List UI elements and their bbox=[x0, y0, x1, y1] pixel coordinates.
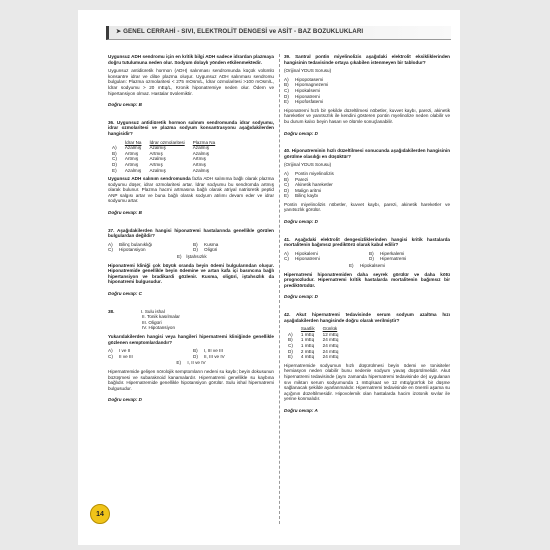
question-40: 40. Hiponatreminin hızlı düzeltilmesi sonucunda aşağıdakilerden hangisinin görülme olasılığı en düşüktür? bbox=[284, 148, 450, 159]
option-text: Hipernatremi bbox=[380, 256, 407, 262]
cell: Azalmış bbox=[192, 167, 210, 173]
option-letter: D) bbox=[284, 187, 289, 193]
q38-statements bbox=[108, 309, 274, 331]
cell: 4 mEq bbox=[300, 354, 315, 360]
option-letter: B) bbox=[112, 150, 117, 156]
q37-option-c[interactable] bbox=[108, 247, 189, 253]
q38-options bbox=[108, 348, 274, 359]
q37-option-e[interactable] bbox=[108, 254, 274, 260]
option-letter: D) bbox=[112, 161, 117, 167]
option-letter: C) bbox=[288, 342, 293, 348]
cell: 24 mEq bbox=[322, 337, 339, 343]
option-letter: E) bbox=[288, 354, 293, 360]
option-letter: B) bbox=[284, 82, 289, 88]
q41-option-d[interactable] bbox=[369, 256, 450, 262]
option-text: I, II ve IV bbox=[187, 360, 206, 366]
option-text: I ve II bbox=[119, 348, 131, 354]
q39-source: (Orijinal YDUS Sorusu) bbox=[284, 68, 332, 74]
option-text: Hipotansiyon bbox=[119, 247, 146, 253]
option-letter: A) bbox=[108, 241, 113, 247]
q37-options bbox=[108, 242, 274, 253]
option-letter: D) bbox=[193, 247, 198, 253]
chapter-header bbox=[106, 26, 451, 46]
cell: 1 mEq bbox=[300, 337, 315, 343]
option-letter: D) bbox=[369, 256, 374, 262]
option-letter: D) bbox=[284, 93, 289, 99]
q38-option-e[interactable] bbox=[108, 360, 274, 366]
q36-option-row[interactable] bbox=[112, 168, 223, 174]
option-letter: E) bbox=[284, 99, 289, 105]
question-37: 37. Aşağıdakilerden hangisi hiponatremi hastalarında genellikle görülen bulgulardan değildir? bbox=[108, 227, 274, 239]
cell: Artmış bbox=[149, 161, 163, 167]
q38-explanation: Hipernatremide gelişen nörolojik semptomların nedeni su kaybı; beyin dokusunun büzüşmesi ve subaraknoid kanamalardır. Hipernatremi genellikle su kaybına bağlıdır. Hipernatremide genellikle hipotansiyon görülür. Sulu ishal hipernatremi bulgusudur. bbox=[108, 368, 274, 391]
cell: 12 mEq bbox=[322, 331, 339, 337]
cell: Artmış bbox=[124, 161, 139, 167]
option-letter: E) bbox=[284, 193, 289, 199]
q36-explanation bbox=[108, 176, 274, 204]
option-letter: A) bbox=[108, 348, 113, 354]
q41-explanation: Hipernatremi hiponatremiden daha seyrek görülür ve daha kötü prognozludur. Hipernatremi kritik hastalarda mortalitenin bağımsız bir prediktörüdür. bbox=[284, 271, 450, 288]
q42-option-row[interactable] bbox=[288, 354, 347, 360]
q36-header-plazma-na: Plazma Na bbox=[192, 139, 216, 145]
q38-number: 38. bbox=[108, 308, 115, 314]
q36-expl-bold: Uygunsuz ADH salınım sendromunda bbox=[108, 176, 191, 182]
option-letter: E) bbox=[176, 360, 182, 366]
option-letter: C) bbox=[108, 353, 113, 359]
option-letter: B) bbox=[193, 241, 198, 247]
q39-explanation: Hiponatremi hızlı bir şekilde düzeltilmesi nöbetler, kuvvet kaybı, parezi, akinetik hareketler ve yanıtsızlık ile kendini gösteren pontin myelinolize neden olabilir ve bu durum kalıcı beyin hasarı ve ölümle sonuçlanabilir. bbox=[284, 107, 450, 124]
option-letter: A) bbox=[288, 331, 293, 337]
cell: Artmış bbox=[124, 150, 139, 156]
option-letter: C) bbox=[108, 247, 113, 253]
page-number-badge: 14 bbox=[90, 504, 110, 524]
option-letter: A) bbox=[284, 76, 289, 82]
option-text: Oligüri bbox=[204, 247, 218, 253]
question-36: 36. Uygunsuz antidiüretik hormon salınım sendromunda idrar sodyumu, idrar ozmolaritesi ve plazma sodyum konsantrasyonu aşağıdakilerden hangisidir? bbox=[108, 119, 274, 136]
option-text: Hipokalsemi bbox=[295, 87, 321, 93]
option-letter: E) bbox=[176, 254, 182, 260]
cell: Artmış bbox=[192, 161, 206, 167]
cell: 24 mEq bbox=[322, 342, 339, 348]
answer-41: Doğru cevap: D bbox=[284, 294, 318, 300]
column-divider bbox=[279, 54, 280, 524]
q39-options bbox=[284, 77, 450, 105]
answer-35: Doğru cevap: B bbox=[108, 102, 142, 108]
option-letter: C) bbox=[284, 87, 289, 93]
option-text: Hipofosfatemi bbox=[295, 99, 324, 105]
statement: I. Sulu ishal bbox=[141, 308, 165, 314]
q36-table bbox=[112, 140, 223, 174]
cell: 1 mEq bbox=[300, 331, 315, 337]
q41-option-e[interactable] bbox=[284, 263, 450, 269]
document-page bbox=[78, 10, 460, 545]
q37-explanation: Hiponatremi kliniği çok büyük oranda beyin ödemi bulgularından oluşur. Hiponatremide genellikle beyin ödemine ve artan kafa içi basıncına bağlı hipertansiyon ve bradikardi gözlenir. Kusma, oligüri, iştahsızlık da hiponatremi bulgusudur. bbox=[108, 262, 274, 285]
q36-header-idrar-na: İdrar Na bbox=[124, 139, 142, 145]
question-39: 39. Santral pontin miyelinolizis aşağıdaki elektrolit eksikliklerinden hangisinin tedavisinde ortaya çıkabilen istenmeyen bir tablodur? bbox=[284, 54, 450, 65]
option-text: Bilinç bulanıklığı bbox=[119, 241, 153, 247]
option-letter: B) bbox=[288, 337, 293, 343]
option-text: Hiponatremi bbox=[295, 93, 320, 99]
question-41: 41. Aşağıdaki elektrolit dengesizliklerinden hangisi kritik hastalarda mortalitenin bağımsız prediktörü olarak kabul edilir? bbox=[284, 236, 450, 248]
q40-explanation: Pontin miyelinolizis nöbetler, kuvvet kaybı, parezi, akinetik hareketler ve yanıtsızlık görülür. bbox=[284, 201, 450, 213]
cell: Azalmış bbox=[192, 150, 210, 156]
q36-header-ozmolarite: İdrar ozmolaritesi bbox=[149, 139, 185, 145]
cell: Artmış bbox=[149, 150, 163, 156]
q40-source: (Orijinal YDUS Sorusu) bbox=[284, 162, 332, 168]
option-text: II, III ve IV bbox=[204, 353, 225, 359]
option-letter: A) bbox=[284, 170, 289, 176]
cell: Artmış bbox=[124, 156, 139, 162]
answer-37: Doğru cevap: C bbox=[108, 291, 142, 296]
option-text: Hiponatremi bbox=[295, 256, 320, 262]
option-letter: A) bbox=[112, 145, 117, 151]
left-column bbox=[108, 54, 274, 415]
option-text: İştahsızlık bbox=[186, 254, 207, 260]
option-text: Hipomagnezemi bbox=[295, 82, 329, 88]
option-letter: B) bbox=[193, 348, 198, 354]
statement: III. Oligüri bbox=[142, 319, 162, 325]
cell: 2 mEq bbox=[300, 348, 315, 354]
option-letter: A) bbox=[284, 250, 289, 256]
option-text: Hipopotasemi bbox=[295, 76, 324, 82]
cell: Azalmış bbox=[124, 145, 142, 151]
option-text: Malign aritmi bbox=[295, 187, 322, 193]
question-38: Yukarıdakilerden hangisi veya hangileri hipernatremi kliniğinde genellikle gözlenen semptomlardandır? bbox=[108, 333, 274, 345]
q42-header-gunluk: Günlük bbox=[322, 326, 338, 332]
option-letter: B) bbox=[284, 176, 289, 182]
q42-header-saatlik: Saatlik bbox=[300, 326, 315, 332]
statement: IV. Hipotansiyon bbox=[142, 325, 176, 331]
q38-option-c[interactable] bbox=[108, 354, 189, 360]
cell: Artmış bbox=[192, 156, 206, 162]
cell: Azalmış bbox=[149, 145, 166, 151]
option-letter: E) bbox=[112, 167, 117, 173]
answer-40: Doğru cevap: D bbox=[284, 219, 318, 225]
q40-options bbox=[284, 171, 450, 199]
q39-option-e[interactable] bbox=[284, 99, 450, 105]
option-letter: D) bbox=[193, 353, 198, 359]
q38-option-d[interactable] bbox=[193, 354, 274, 360]
cell: Azalmış bbox=[192, 145, 210, 151]
option-text: Hipokalsemi bbox=[359, 263, 386, 269]
cell: 24 mEq bbox=[322, 348, 339, 354]
intro-bold-text: Uygunsuz ADH sendromu için en kritik bilgi ADH sadece idrardan plazmaya doğru tutulumuna neden olur. Sodyum dolaylı yönden etkilenmektedir. bbox=[108, 54, 274, 65]
answer-39: Doğru cevap: D bbox=[284, 130, 318, 136]
statement: II. Tonik kasılmalar bbox=[142, 314, 180, 320]
option-text: Akinetik hareketler bbox=[295, 182, 333, 188]
option-letter: B) bbox=[369, 250, 374, 256]
q41-options bbox=[284, 251, 450, 262]
q42-table bbox=[288, 326, 347, 360]
option-text: Pontin miyelinolizis bbox=[295, 170, 334, 176]
cell: Azalmış bbox=[149, 156, 166, 162]
chapter-title: ➤ GENEL CERRAHİ - SIVI, ELEKTROLİT DENGESİ ve ASİT - BAZ BOZUKLUKLARI bbox=[116, 28, 364, 35]
answer-42: Doğru cevap: A bbox=[284, 407, 318, 413]
option-text: I, III ve III bbox=[204, 348, 223, 354]
option-letter: E) bbox=[348, 263, 354, 269]
q37-option-d[interactable] bbox=[193, 247, 274, 253]
q41-option-c[interactable] bbox=[284, 256, 365, 262]
cell: 24 mEq bbox=[322, 354, 339, 360]
cell: Azalmış bbox=[149, 167, 166, 173]
q42-explanation: Hipernatremide sodyumun hızlı düşürülmesi beyin ödemi ve tonisiteler hemiasyon neden olabilir bunu nedenle sodyum yavaş düşürülmelidir. Akut hipernatremi tedavisinde (aynı zamanda hipernatremi tedavisinde de) uygulanan sıvı miktarı serum sodyumunda 1 mEq/saat ve 12 mEq/gün'lük bir düşme sağlanacak şekilde ayarlanmalıdır. Hipernatremi tedavisinde en önemli aşama su açığının düzeltilmesidir. Hipovolemik olan hastalarda hacim izotonik sıvılar ile yerine konmalıdır. bbox=[284, 362, 450, 402]
question-42: 42. Akut hipernatremi tedavisinde serum sodyum azaltma hızı aşağıdakilerden hangisinde doğru olarak verilmiştir? bbox=[284, 312, 450, 323]
cell: 1 mEq bbox=[300, 342, 315, 348]
option-letter: C) bbox=[112, 156, 117, 162]
answer-38: Doğru cevap: D bbox=[108, 397, 142, 403]
right-column bbox=[284, 54, 450, 426]
q36-expl-text: fazla ADH salınıma bağlı olarak plazma sodyumu düşer, idrar ozmolaritesi artar. İdrar sodyumu bu sendromda artmış olarak bulunur. Plazma hacmi artmasına bağlı olarak atriyal natriüretik peptid ANP salgısı artar ve buna bağlı olarak sodyum atılımı devam eder ve idrar sodyumu artar. bbox=[108, 176, 274, 204]
intro-text: Uygunsuz antidiüretik hormon (ADH) salınması sendromunda küçük volümlü konsantre idrar ve dilüe plazma oluşur. Uygunsuz ADH salınması sendromu bulguları: Plazma ozmolaritesi < 275 mOsm/L, İdrar ozmolaritesi >100 mOsm/L, İdrar sodyumu > 20 mEq/L, Kronik hiponatremiye neden olur. Ödem ve hipertansiyon olmaz. Hastalar övolemiktir. bbox=[108, 68, 274, 96]
option-letter: D) bbox=[288, 348, 293, 354]
option-text: Parezi bbox=[295, 176, 309, 182]
option-letter: C) bbox=[284, 182, 289, 188]
option-text: Hipokalemi bbox=[295, 250, 318, 256]
option-text: II ve III bbox=[119, 353, 133, 359]
option-letter: C) bbox=[284, 256, 289, 262]
option-text: Bilinç kaybı bbox=[295, 193, 319, 199]
answer-36: Doğru cevap: B bbox=[108, 210, 142, 216]
option-text: Kusma bbox=[204, 241, 219, 247]
option-text: Hiperkalemi bbox=[380, 250, 405, 256]
q40-option-e[interactable] bbox=[284, 193, 450, 199]
cell: Azalmış bbox=[124, 167, 142, 173]
